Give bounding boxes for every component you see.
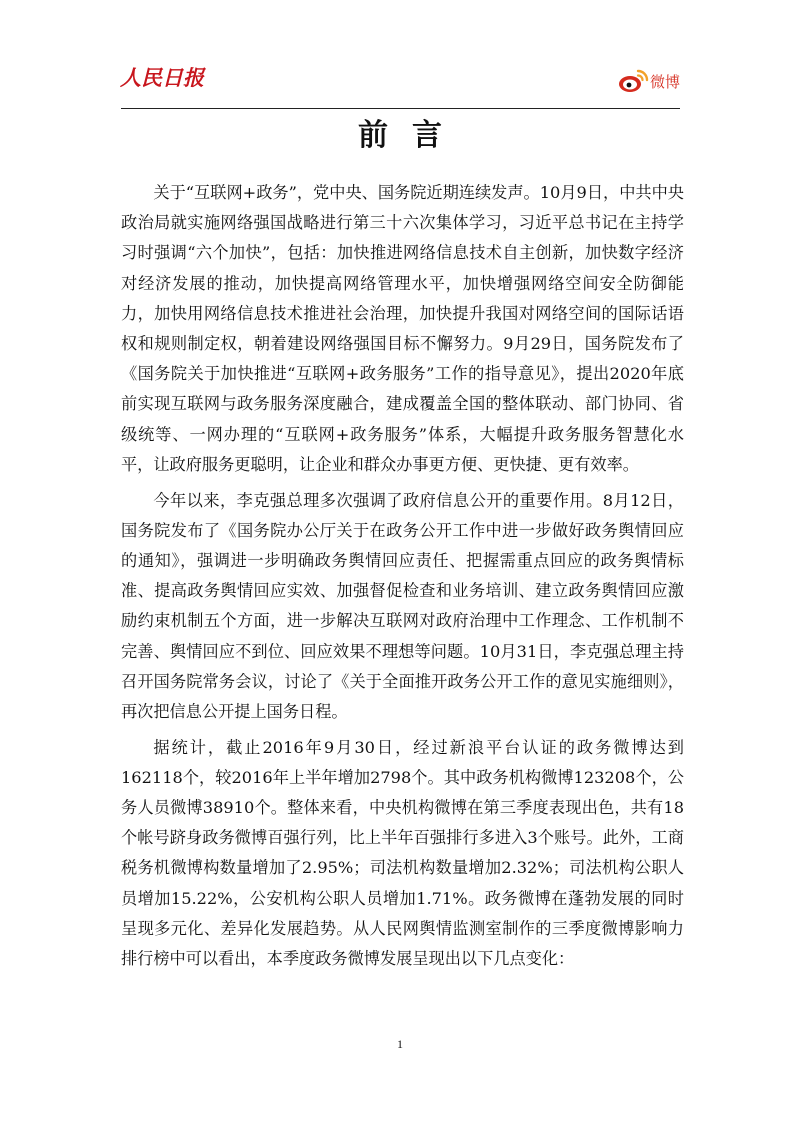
paragraph: 关于“互联网+政务”，党中央、国务院近期连续发声。10月9日，中共中央政治局就实施网络强国战略进行第三十六次集体学习，习近平总书记在主持学习时强调“六个加快”，包括：加快推进网络信息技术自主创新，加快数字经济对经济发展的推动，加快提高网络管理水平，加快增强网络空间安全防御能力，加快用网络信息技术推进社会治理，加快提升我国对网络空间的国际话语权和规则制定权，朝着建设网络强国目标不懈努力。9月29日，国务院发布了《国务院关于加快推进“互联网+政务服务”工作的指导意见》，提出2020年底前实现互联网与政务服务深度融合，建成覆盖全国的整体联动、部门协同、省级统等、一网办理的“互联网+政务服务”体系，大幅提升政务服务智慧化水平，让政府服务更聪明，让企业和群众办事更方便、更快捷、更有效率。 [121,183,684,474]
header-divider [121,108,680,109]
page-title: 前言 [358,118,466,153]
paragraph: 今年以来，李克强总理多次强调了政府信息公开的重要作用。8月12日，国务院发布了《国务院办公厅关于在政务公开工作中进一步做好政务舆情回应的通知》，强调进一步明确政务舆情回应责任、把握需重点回应的政务舆情标准、提高政务舆情回应实效、加强督促检查和业务培训、建立政务舆情回应激励约束机制五个方面，进一步解决互联网对政府治理中工作理念、工作机制不完善、舆情回应不到位、回应效果不理想等问题。10月31日，李克强总理主持召开国务院常务会议，讨论了《关于全面推开政务公开工作的意见实施细则》，再次把信息公开提上国务日程。 [121,490,684,721]
weibo-icon [617,68,649,94]
page-header [0,0,800,112]
weibo-logo [617,68,680,94]
page-number: 1 [397,1037,403,1051]
peoples-daily-logo: 人民日报 [120,65,204,90]
document-body [121,178,684,980]
watermark [310,880,490,950]
paragraph: 据统计，截止2016年9月30日，经过新浪平台认证的政务微博达到162118个，较2016年上半年增加2798个。其中政务机构微博123208个，公务人员微博38910个。整体来看，中央机构微博在第三季度表现出色，共有18个帐号跻身政务微博百强行列，比上半年百强排行多进入3个账号。此外，工商税务机微博构数量增加了2.95%；司法机构数量增加2.32%；司法机构公职人员增加15.22%，公安机构公职人员增加1.71%。政务微博在蓬勃发展的同时呈现多元化、差异化发展趋势。从人民网舆情监测室制作的三季度微博影响力排行榜中可以看出，本季度政务微博发展呈现出以下几点变化： [121,737,684,969]
weibo-logo-text: 微博 [650,72,681,91]
